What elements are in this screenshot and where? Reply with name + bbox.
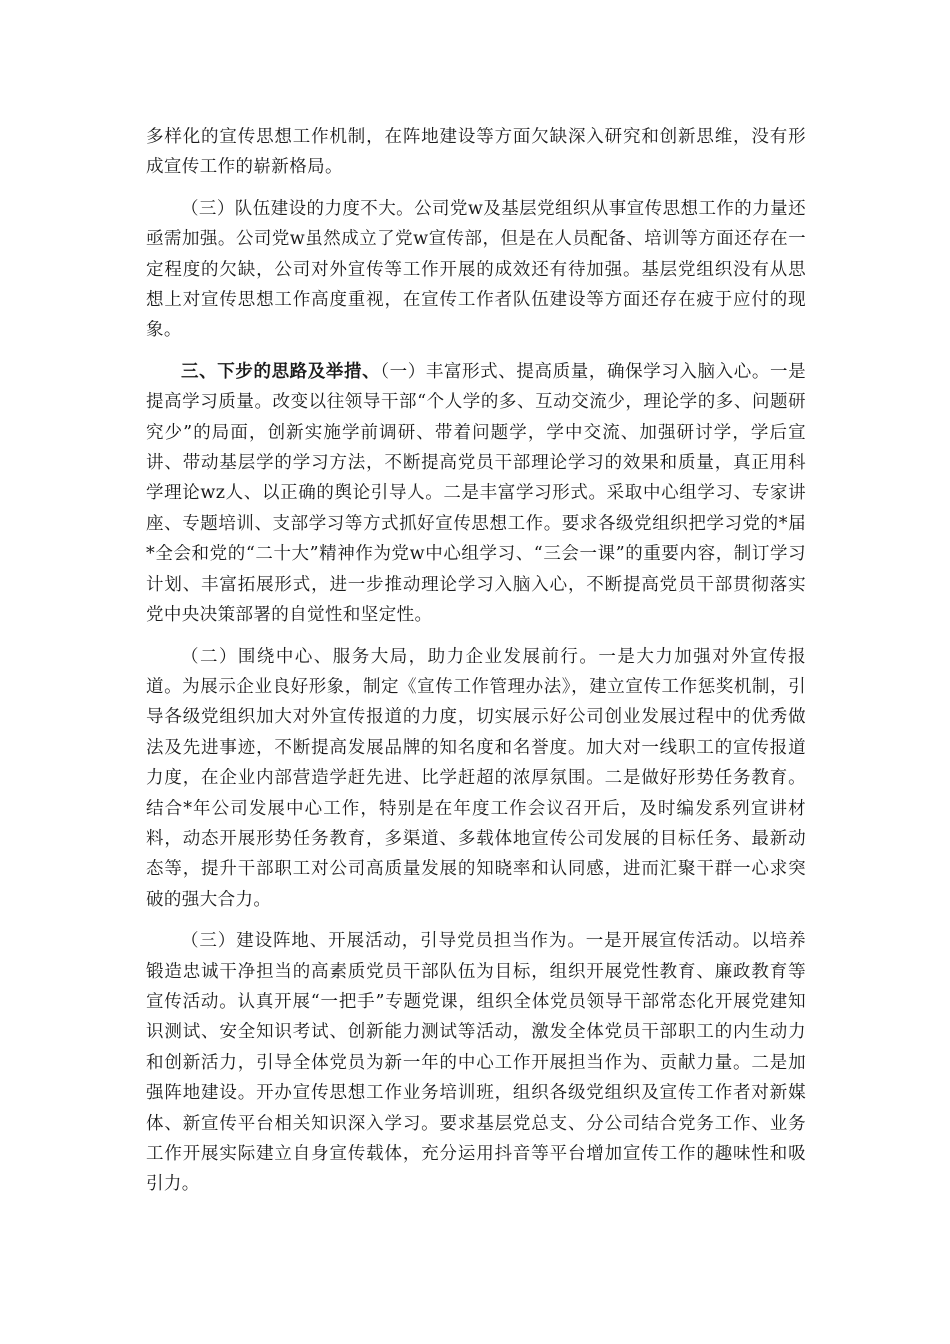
paragraph-text: （三）建设阵地、开展活动，引导党员担当作为。一是开展宣传活动。以培养锻造忠诚干净担当的高素质党员干部队伍为目标，组织开展党性教育、廉政教育等宣传活动。认真开展“一把手”专题党课，组织全体党员领导干部常态化开展党建知识测试、安全知识考试、创新能力测试等活动，激发全体党员干部职工的内生动力和创新活力，引导全体党员为新一年的中心工作开展担当作为、贡献力量。二是加强阵地建设。开办宣传思想工作业务培训班，组织各级党组织及宣传工作者对新媒体、新宣传平台相关知识深入学习。要求基层党总支、分公司结合党务工作、业务工作开展实际建立自身宣传载体，充分运用抖音等平台增加宣传工作的趣味性和吸引力。 (146, 931, 806, 1195)
paragraph-activities (146, 926, 806, 1200)
section-heading: 三、下步的思路及举措、 (181, 361, 381, 382)
paragraph-publicity (146, 642, 806, 916)
paragraph-text: （二）围绕中心、服务大局，助力企业发展前行。一是大力加强对外宣传报道。为展示企业良好形象，制定《宣传工作管理办法》，建立宣传工作惩奖机制，引导各级党组织加大对外宣传报道的力度，切实展示好公司创业发展过程中的优秀做法及先进事迹，不断提高发展品牌的知名度和名誉度。加大对一线职工的宣传报道力度，在企业内部营造学赶先进、比学赶超的浓厚氛围。二是做好形势任务教育。结合*年公司发展中心工作，特别是在年度工作会议召开后，及时编发系列宣讲材料，动态开展形势任务教育，多渠道、多载体地宣传公司发展的目标任务、最新动态等，提升干部职工对公司高质量发展的知晓率和认同感，进而汇聚干群一心求突破的强大合力。 (146, 646, 806, 910)
document-body (146, 122, 806, 1211)
paragraph-text: （一）丰富形式、提高质量，确保学习入脑入心。一是提高学习质量。改变以往领导干部“个人学的多、互动交流少，理论学的多、问题研究少”的局面，创新实施学前调研、带着问题学，学中交流、加强研讨学，学后宣讲、带动基层学的学习方法，不断提高党员干部理论学习的效果和质量，真正用科学理论wz人、以正确的舆论引导人。二是丰富学习形式。采取中心组学习、专家讲座、专题培训、支部学习等方式抓好宣传思想工作。要求各级党组织把学习党的*届*全会和党的“二十大”精神作为党w中心组学习、“三会一课”的重要内容，制订学习计划、丰富拓展形式，进一步推动理论学习入脑入心，不断提高党员干部贯彻落实党中央决策部署的自觉性和坚定性。 (146, 361, 806, 626)
paragraph-text: 多样化的宣传思想工作机制，在阵地建设等方面欠缺深入研究和创新思维，没有形成宣传工作的崭新格局。 (146, 127, 806, 178)
paragraph-next-steps (146, 357, 806, 631)
paragraph-continuation (146, 122, 806, 183)
paragraph-text: （三）队伍建设的力度不大。公司党w及基层党组织从事宣传思想工作的力量还亟需加强。公司党w虽然成立了党w宣传部，但是在人员配备、培训等方面还存在一定程度的欠缺，公司对外宣传等工作开展的成效还有待加强。基层党组织没有从思想上对宣传思想工作高度重视，在宣传工作者队伍建设等方面还存在疲于应付的现象。 (146, 198, 806, 341)
paragraph-team-building (146, 194, 806, 346)
